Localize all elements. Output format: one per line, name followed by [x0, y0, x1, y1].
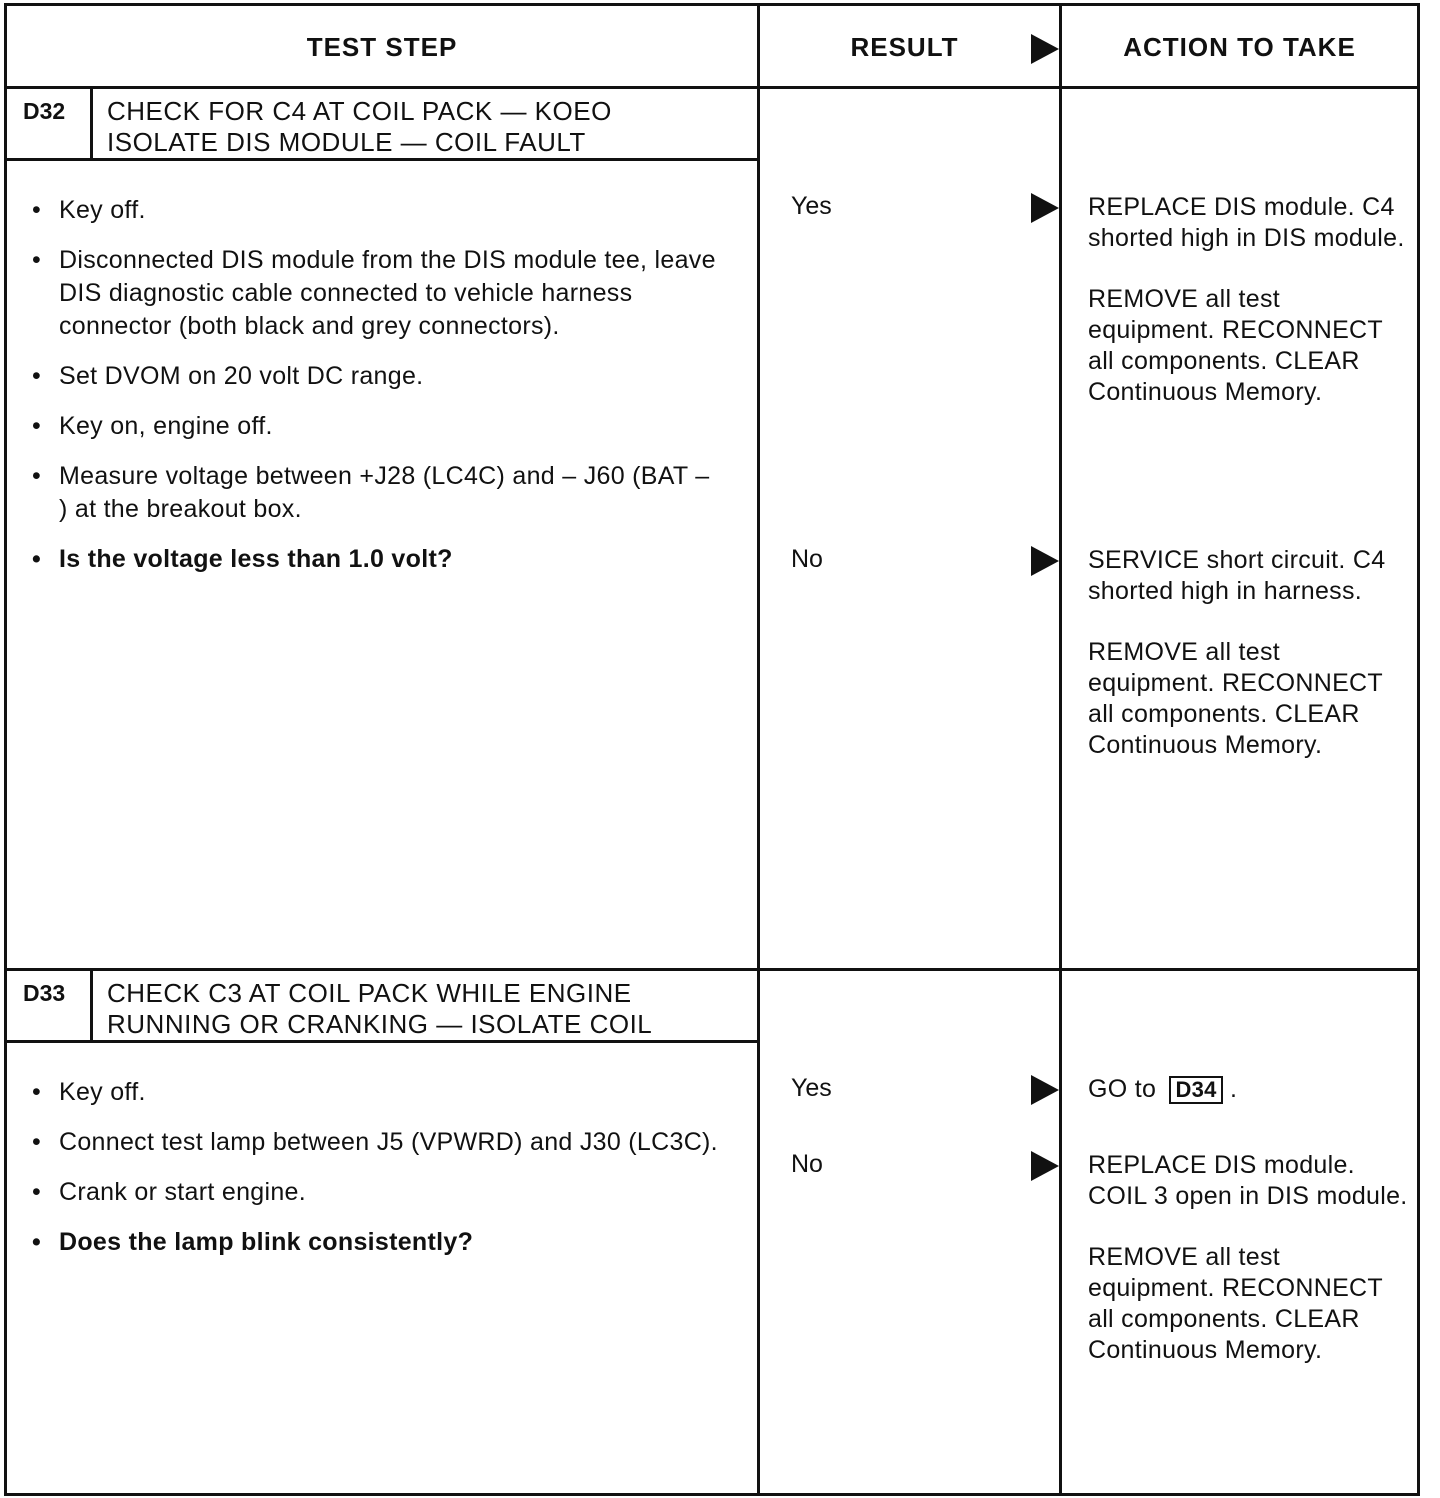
action-text: SERVICE short circuit. C4 shorted high in harness.: [1088, 546, 1386, 605]
header-result: [760, 6, 1059, 88]
header-test-step: TEST STEP: [306, 31, 458, 62]
instruction-item: • Disconnected DIS module from the DIS module tee, leave DIS diagnostic cable connected to vehicle harness connector (both black and grey connectors).: [32, 244, 722, 343]
step-instructions-d33: [32, 1076, 722, 1276]
action-yes-d32: [1088, 192, 1408, 438]
step-code-divider: [90, 971, 93, 1041]
step-code-divider: [90, 89, 93, 159]
instruction-item: • Key off.: [32, 194, 722, 227]
step-title-divider: [7, 158, 757, 161]
step-title-line: RUNNING OR CRANKING — ISOLATE COIL: [107, 1009, 653, 1039]
instruction-question: • Does the lamp blink consistently?: [32, 1226, 722, 1259]
step-divider: [7, 968, 1417, 971]
instruction-item: • Set DVOM on 20 volt DC range.: [32, 360, 722, 393]
column-divider-action: [1059, 6, 1062, 1493]
result-arrow-icon: [1031, 1075, 1059, 1105]
action-text: REMOVE all test equipment. RECONNECT all components. CLEAR Continuous Memory.: [1088, 1243, 1383, 1364]
column-divider-result: [757, 6, 760, 1493]
header-divider: [7, 86, 1417, 89]
result-yes-d33: Yes: [791, 1074, 832, 1102]
instruction-item: • Connect test lamp between J5 (VPWRD) and J30 (LC3C).: [32, 1126, 722, 1159]
instruction-item: • Key off.: [32, 1076, 722, 1109]
step-code-d32: D32: [23, 98, 66, 124]
header-result-label: RESULT: [850, 31, 959, 62]
go-to-suffix: .: [1229, 1075, 1238, 1103]
result-yes-d32: Yes: [791, 192, 832, 220]
instruction-item: • Measure voltage between +J28 (LC4C) and – J60 (BAT – ) at the breakout box.: [32, 460, 722, 526]
action-no-d32: [1088, 545, 1408, 791]
step-instructions-d32: [32, 194, 722, 593]
step-code-d33: D33: [23, 980, 66, 1006]
step-title-divider: [7, 1040, 757, 1043]
result-arrow-icon: [1031, 1151, 1059, 1181]
action-text: REMOVE all test equipment. RECONNECT all components. CLEAR Continuous Memory.: [1088, 638, 1383, 759]
instruction-question: • Is the voltage less than 1.0 volt?: [32, 543, 722, 576]
action-text: REPLACE DIS module. C4 shorted high in DIS module.: [1088, 193, 1405, 252]
step-title-line: ISOLATE DIS MODULE — COIL FAULT: [107, 127, 586, 157]
result-arrow-icon: [1031, 546, 1059, 576]
action-text: REPLACE DIS module. COIL 3 open in DIS module.: [1088, 1151, 1408, 1210]
result-no-d32: No: [791, 545, 823, 573]
header-arrow-icon: [1031, 34, 1059, 64]
step-reference-link[interactable]: D34: [1169, 1076, 1222, 1104]
header-action: ACTION TO TAKE: [1123, 31, 1356, 62]
step-title-d33: [107, 978, 652, 1040]
action-yes-d33: [1088, 1074, 1408, 1105]
step-title-line: CHECK C3 AT COIL PACK WHILE ENGINE: [107, 978, 632, 1008]
action-no-d33: [1088, 1150, 1408, 1396]
diagnostic-table: [4, 3, 1420, 1496]
instruction-item: • Key on, engine off.: [32, 410, 722, 443]
result-no-d33: No: [791, 1150, 823, 1178]
step-title-d32: [107, 96, 612, 158]
result-arrow-icon: [1031, 193, 1059, 223]
go-to-prefix: GO to: [1088, 1075, 1157, 1103]
action-text: REMOVE all test equipment. RECONNECT all components. CLEAR Continuous Memory.: [1088, 285, 1383, 406]
step-title-line: CHECK FOR C4 AT COIL PACK — KOEO: [107, 96, 612, 126]
instruction-item: • Crank or start engine.: [32, 1176, 722, 1209]
